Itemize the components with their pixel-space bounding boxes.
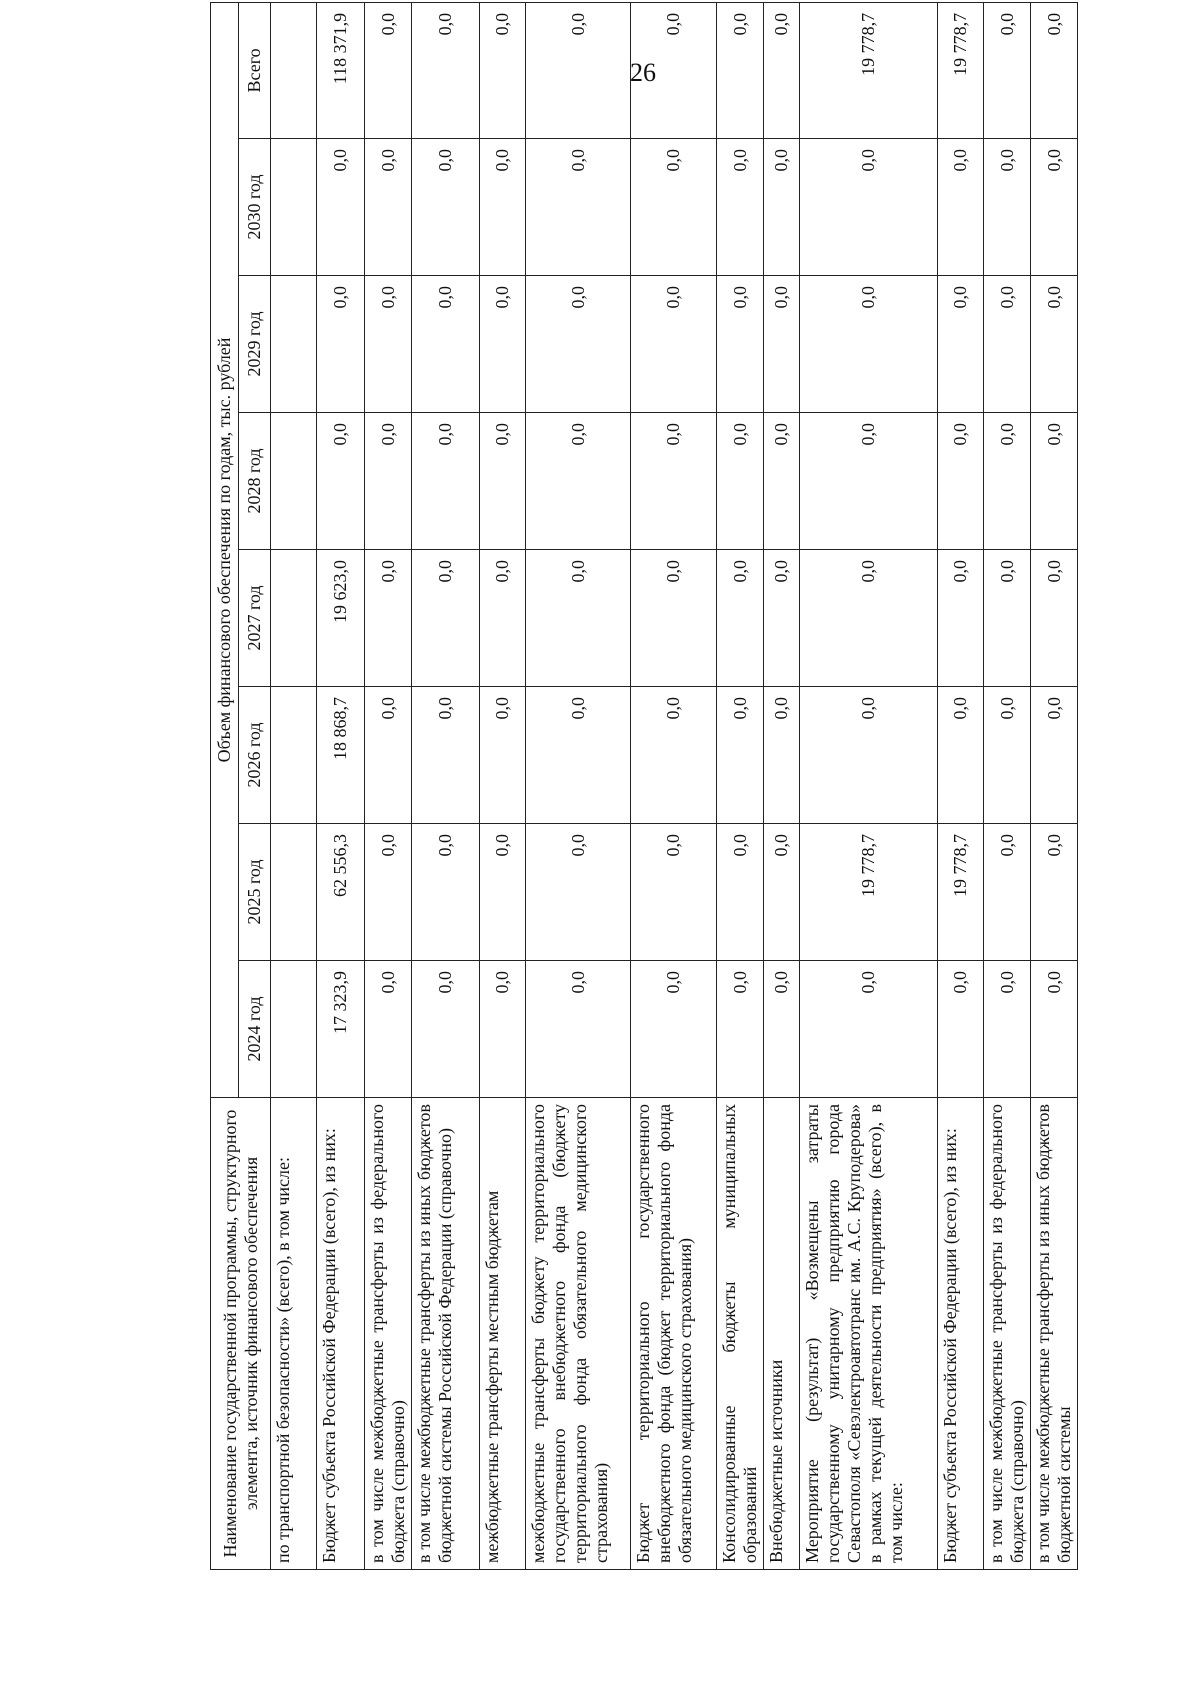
cell-2024: 0,0 bbox=[984, 961, 1031, 1098]
row-name: в том числе межбюджетные трансферты из иных бюджетов бюджетной системы bbox=[1031, 1098, 1078, 1570]
row-name: в том числе межбюджетные трансферты из федерального бюджета (справочно) bbox=[984, 1098, 1031, 1570]
cell-2030: 0,0 bbox=[631, 139, 717, 276]
cell-2027: 0,0 bbox=[984, 550, 1031, 687]
cell-2025: 0,0 bbox=[984, 824, 1031, 961]
cell-2029: 0,0 bbox=[764, 276, 800, 413]
cell-2027: 0,0 bbox=[764, 550, 800, 687]
cell-2027: 0,0 bbox=[631, 550, 717, 687]
cell-2029: 0,0 bbox=[412, 276, 480, 413]
cell-2025: 0,0 bbox=[480, 824, 526, 961]
financing-table bbox=[210, 2, 1078, 1570]
cell-2028: 0,0 bbox=[984, 413, 1031, 550]
volume-header: Объем финансового обеспечения по годам, тыс. рублей bbox=[211, 2, 239, 1097]
cell-2025: 19 778,7 bbox=[800, 824, 938, 961]
table-row bbox=[938, 2, 984, 1569]
row-name: Бюджет территориального государственного внебюджетного фонда (бюджет территориального фонда обязательного медицинского страхования) bbox=[631, 1098, 717, 1570]
cell-2028: 0,0 bbox=[938, 413, 984, 550]
cell-2029 bbox=[271, 276, 317, 413]
cell-2028: 0,0 bbox=[412, 413, 480, 550]
cell-2029: 0,0 bbox=[800, 276, 938, 413]
table-row bbox=[800, 2, 938, 1569]
cell-2026: 0,0 bbox=[1031, 687, 1078, 824]
cell-2026: 0,0 bbox=[631, 687, 717, 824]
cell-2026: 0,0 bbox=[480, 687, 526, 824]
cell-2025: 0,0 bbox=[631, 824, 717, 961]
cell-2024: 0,0 bbox=[1031, 961, 1078, 1098]
cell-2028: 0,0 bbox=[717, 413, 764, 550]
row-name: в том числе межбюджетные трансферты из федерального бюджета (справочно) bbox=[365, 1098, 412, 1570]
rotated-page-content bbox=[210, 12, 1110, 1570]
year-header: 2024 год bbox=[239, 961, 271, 1098]
year-header: 2027 год bbox=[239, 550, 271, 687]
cell-2028: 0,0 bbox=[1031, 413, 1078, 550]
cell-2026 bbox=[271, 687, 317, 824]
row-name: Мероприятие (результат) «Возмещены затраты государственному унитарному предприятию города Севастополя «Севэлектроавтотранс им. А.С. Круподерова» в рамках текущей деятельности предприятия» (всего), в том числе: bbox=[800, 1098, 938, 1570]
cell-2027: 0,0 bbox=[938, 550, 984, 687]
table-row bbox=[631, 2, 717, 1569]
cell-2029: 0,0 bbox=[631, 276, 717, 413]
cell-total: 0,0 bbox=[1031, 2, 1078, 138]
cell-total bbox=[271, 2, 317, 138]
cell-2030 bbox=[271, 139, 317, 276]
cell-2028: 0,0 bbox=[480, 413, 526, 550]
cell-2030: 0,0 bbox=[717, 139, 764, 276]
cell-2024 bbox=[271, 961, 317, 1098]
cell-2030: 0,0 bbox=[365, 139, 412, 276]
cell-2024: 0,0 bbox=[631, 961, 717, 1098]
cell-2030: 0,0 bbox=[764, 139, 800, 276]
cell-2027: 19 623,0 bbox=[317, 550, 365, 687]
cell-total: 0,0 bbox=[984, 2, 1031, 138]
table-row bbox=[717, 2, 764, 1569]
cell-2026: 0,0 bbox=[938, 687, 984, 824]
cell-2026: 0,0 bbox=[764, 687, 800, 824]
cell-2025: 0,0 bbox=[365, 824, 412, 961]
cell-2025: 0,0 bbox=[764, 824, 800, 961]
cell-2027: 0,0 bbox=[526, 550, 631, 687]
cell-total: 118 371,9 bbox=[317, 2, 365, 138]
year-header: 2028 год bbox=[239, 413, 271, 550]
cell-total: 0,0 bbox=[717, 2, 764, 138]
row-name: Консолидированные бюджеты муниципальных образований bbox=[717, 1098, 764, 1570]
cell-2029: 0,0 bbox=[480, 276, 526, 413]
table-row bbox=[1031, 2, 1078, 1569]
table-row bbox=[764, 2, 800, 1569]
cell-2028 bbox=[271, 413, 317, 550]
cell-2026: 0,0 bbox=[526, 687, 631, 824]
cell-2028: 0,0 bbox=[317, 413, 365, 550]
row-name: в том числе межбюджетные трансферты из иных бюджетов бюджетной системы Российской Федерации (справочно) bbox=[412, 1098, 480, 1570]
table-row bbox=[412, 2, 480, 1569]
rotated-table-wrapper bbox=[210, 12, 1110, 1570]
table-row bbox=[365, 2, 412, 1569]
cell-total: 0,0 bbox=[631, 2, 717, 138]
cell-2030: 0,0 bbox=[317, 139, 365, 276]
cell-2029: 0,0 bbox=[365, 276, 412, 413]
cell-2027: 0,0 bbox=[412, 550, 480, 687]
cell-total: 19 778,7 bbox=[800, 2, 938, 138]
cell-2026: 0,0 bbox=[365, 687, 412, 824]
cell-2025: 62 556,3 bbox=[317, 824, 365, 961]
cell-2024: 0,0 bbox=[764, 961, 800, 1098]
cell-2027: 0,0 bbox=[800, 550, 938, 687]
cell-2026: 0,0 bbox=[984, 687, 1031, 824]
cell-2029: 0,0 bbox=[1031, 276, 1078, 413]
table-row bbox=[526, 2, 631, 1569]
cell-2027 bbox=[271, 550, 317, 687]
cell-2030: 0,0 bbox=[800, 139, 938, 276]
cell-2030: 0,0 bbox=[1031, 139, 1078, 276]
cell-2030: 0,0 bbox=[412, 139, 480, 276]
cell-2027: 0,0 bbox=[1031, 550, 1078, 687]
cell-2027: 0,0 bbox=[365, 550, 412, 687]
year-header: 2026 год bbox=[239, 687, 271, 824]
cell-2024: 17 323,9 bbox=[317, 961, 365, 1098]
cell-2026: 0,0 bbox=[412, 687, 480, 824]
year-header: 2030 год bbox=[239, 139, 271, 276]
cell-total: 0,0 bbox=[480, 2, 526, 138]
cell-2028: 0,0 bbox=[631, 413, 717, 550]
cell-total: 0,0 bbox=[412, 2, 480, 138]
cell-2025: 19 778,7 bbox=[938, 824, 984, 961]
cell-2029: 0,0 bbox=[984, 276, 1031, 413]
cell-total: 19 778,7 bbox=[938, 2, 984, 138]
table-row bbox=[480, 2, 526, 1569]
row-name: Внебюджетные источники bbox=[764, 1098, 800, 1570]
cell-2024: 0,0 bbox=[526, 961, 631, 1098]
cell-2030: 0,0 bbox=[480, 139, 526, 276]
cell-2029: 0,0 bbox=[938, 276, 984, 413]
table-body bbox=[271, 2, 1078, 1569]
cell-2026: 18 868,7 bbox=[317, 687, 365, 824]
cell-2027: 0,0 bbox=[480, 550, 526, 687]
cell-2024: 0,0 bbox=[365, 961, 412, 1098]
cell-2030: 0,0 bbox=[526, 139, 631, 276]
cell-2025: 0,0 bbox=[412, 824, 480, 961]
page-number: 26 bbox=[630, 58, 656, 87]
cell-2025: 0,0 bbox=[717, 824, 764, 961]
row-name: по транспортной безопасности» (всего), в том числе: bbox=[271, 1098, 317, 1570]
cell-2026: 0,0 bbox=[717, 687, 764, 824]
cell-2024: 0,0 bbox=[938, 961, 984, 1098]
table-row bbox=[984, 2, 1031, 1569]
name-column-header: Наименование государственной программы, структурного элемента, источник финансового обеспечения bbox=[211, 1098, 271, 1570]
cell-2030: 0,0 bbox=[938, 139, 984, 276]
cell-total: 0,0 bbox=[764, 2, 800, 138]
cell-2025: 0,0 bbox=[1031, 824, 1078, 961]
cell-2024: 0,0 bbox=[412, 961, 480, 1098]
cell-2028: 0,0 bbox=[526, 413, 631, 550]
row-name: межбюджетные трансферты местным бюджетам bbox=[480, 1098, 526, 1570]
year-header: 2025 год bbox=[239, 824, 271, 961]
total-header: Всего bbox=[239, 2, 271, 138]
cell-2027: 0,0 bbox=[717, 550, 764, 687]
cell-2026: 0,0 bbox=[800, 687, 938, 824]
cell-2029: 0,0 bbox=[526, 276, 631, 413]
cell-total: 0,0 bbox=[526, 2, 631, 138]
cell-2024: 0,0 bbox=[480, 961, 526, 1098]
row-name: межбюджетные трансферты бюджету территориального государственного внебюджетного фонда (бюджету территориального фонда обязательного медицинского страхования) bbox=[526, 1098, 631, 1570]
table-row bbox=[271, 2, 317, 1569]
cell-2029: 0,0 bbox=[317, 276, 365, 413]
year-header: 2029 год bbox=[239, 276, 271, 413]
cell-2029: 0,0 bbox=[717, 276, 764, 413]
cell-2028: 0,0 bbox=[800, 413, 938, 550]
row-name: Бюджет субъекта Российской Федерации (всего), из них: bbox=[317, 1098, 365, 1570]
cell-2025 bbox=[271, 824, 317, 961]
row-name: Бюджет субъекта Российской Федерации (всего), из них: bbox=[938, 1098, 984, 1570]
table-row bbox=[317, 2, 365, 1569]
cell-2028: 0,0 bbox=[365, 413, 412, 550]
cell-2024: 0,0 bbox=[717, 961, 764, 1098]
cell-2025: 0,0 bbox=[526, 824, 631, 961]
cell-2030: 0,0 bbox=[984, 139, 1031, 276]
cell-total: 0,0 bbox=[365, 2, 412, 138]
cell-2024: 0,0 bbox=[800, 961, 938, 1098]
cell-2028: 0,0 bbox=[764, 413, 800, 550]
